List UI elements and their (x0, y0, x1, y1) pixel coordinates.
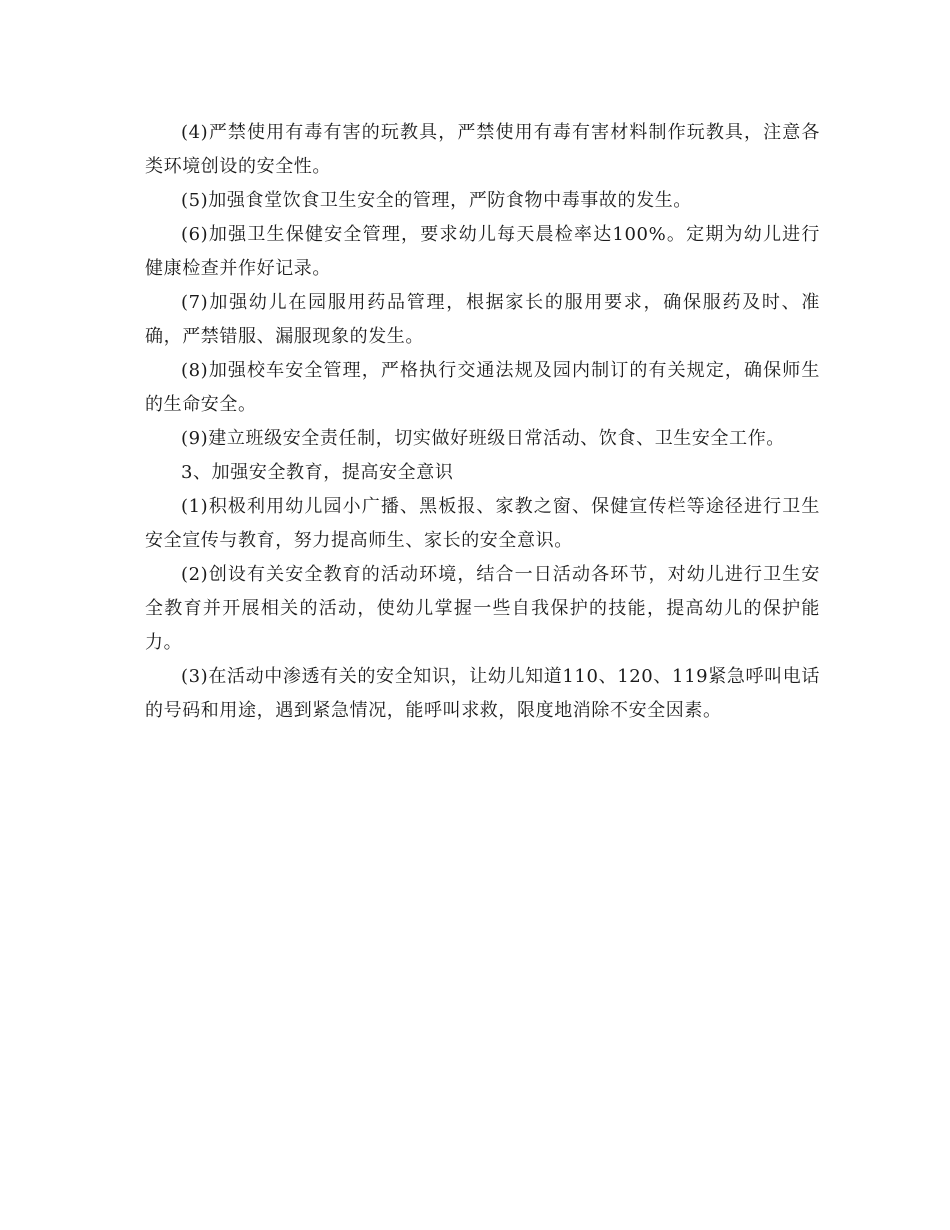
paragraph-item-1: (1)积极利用幼儿园小广播、黑板报、家教之窗、保健宣传栏等途径进行卫生安全宣传与教育，努力提高师生、家长的安全意识。 (145, 496, 820, 551)
paragraph-item-8: (8)加强校车安全管理，严格执行交通法规及园内制订的有关规定，确保师生的生命安全。 (145, 360, 820, 415)
paragraph-item-3: (3)在活动中渗透有关的安全知识，让幼儿知道110、120、119紧急呼叫电话的号码和用途，遇到紧急情况，能呼叫求救，限度地消除不安全因素。 (145, 666, 820, 721)
paragraph-item-9: (9)建立班级安全责任制，切实做好班级日常活动、饮食、卫生安全工作。 (181, 428, 785, 449)
document-body (145, 116, 820, 728)
paragraph-item-6: (6)加强卫生保健安全管理，要求幼儿每天晨检率达100%。定期为幼儿进行健康检查并作好记录。 (145, 224, 820, 279)
paragraph-item-4: (4)严禁使用有毒有害的玩教具，严禁使用有毒有害材料制作玩教具，注意各类环境创设的安全性。 (145, 122, 820, 177)
paragraph-item-7: (7)加强幼儿在园服用药品管理，根据家长的服用要求，确保服药及时、准确，严禁错服、漏服现象的发生。 (145, 292, 820, 347)
paragraph-item-5: (5)加强食堂饮食卫生安全的管理，严防食物中毒事故的发生。 (181, 190, 692, 211)
paragraph-item-2: (2)创设有关安全教育的活动环境，结合一日活动各环节，对幼儿进行卫生安全教育并开展相关的活动，使幼儿掌握一些自我保护的技能，提高幼儿的保护能力。 (145, 564, 820, 653)
section-heading: 3、加强安全教育，提高安全意识 (181, 462, 454, 483)
